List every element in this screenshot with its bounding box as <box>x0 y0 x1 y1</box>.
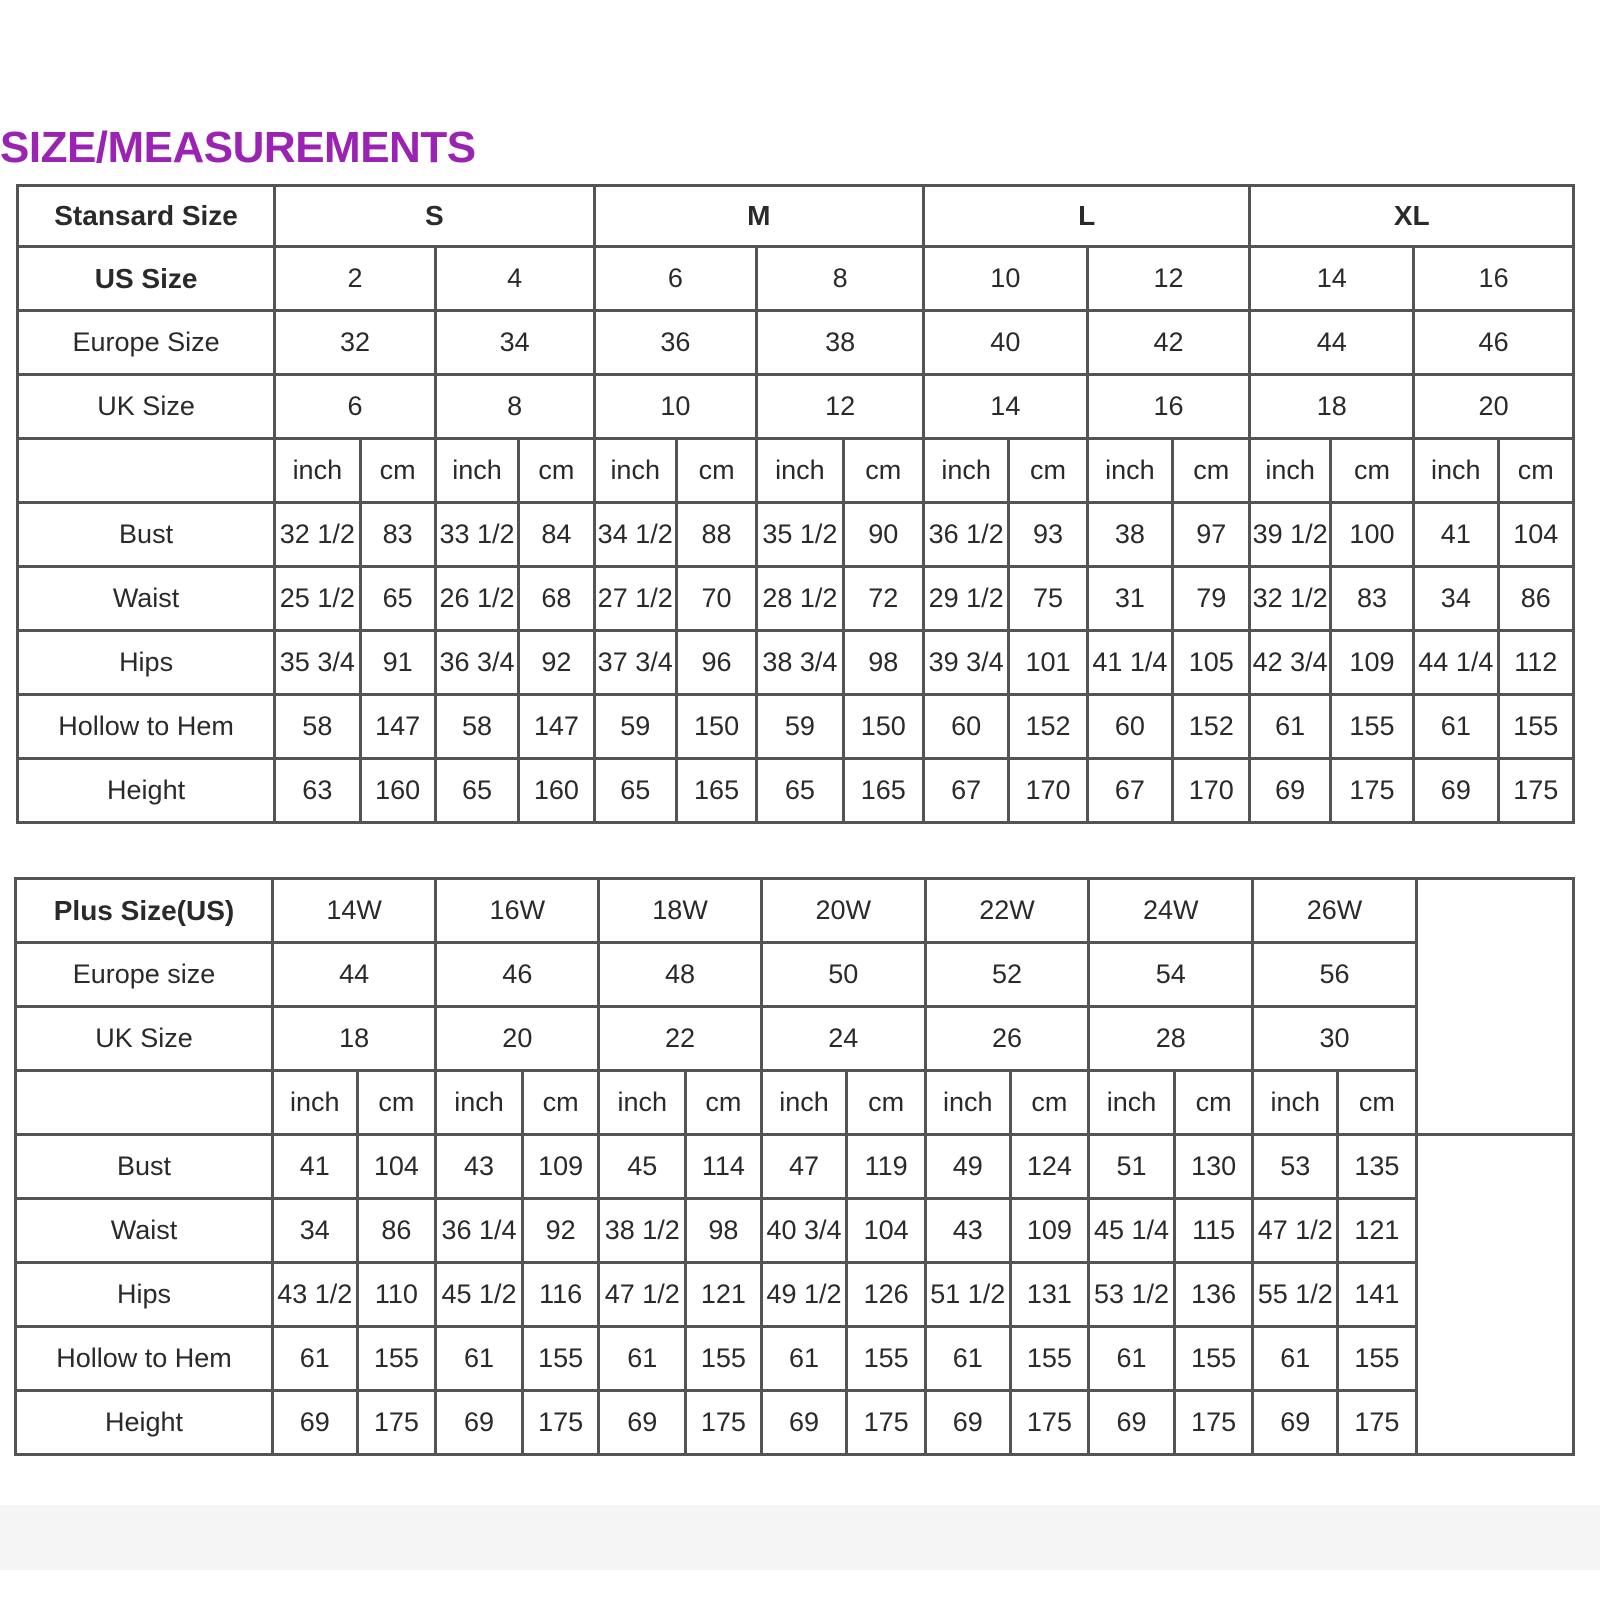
measurement-inch-cell: 69 <box>1253 1391 1338 1455</box>
measurement-inch-cell: 65 <box>757 759 843 823</box>
us-size-row <box>18 247 1574 311</box>
measurement-cm-cell: 109 <box>1330 631 1413 695</box>
measurement-inch-cell: 44 1/4 <box>1414 631 1498 695</box>
measurement-inch-cell: 61 <box>1253 1327 1338 1391</box>
measurement-inch-cell: 36 1/2 <box>923 503 1008 567</box>
measurement-inch-cell: 65 <box>435 759 518 823</box>
plus-europe-cell: 52 <box>925 943 1088 1007</box>
unit-cm: cm <box>686 1071 762 1135</box>
measurement-row-hips <box>18 631 1574 695</box>
plus-size-cell: 24W <box>1089 879 1253 943</box>
measurement-cm-cell: 155 <box>686 1327 762 1391</box>
measurement-cm-cell: 147 <box>360 695 435 759</box>
europe-size-cell: 34 <box>435 311 594 375</box>
measurement-row-bust <box>18 503 1574 567</box>
europe-size-label: Europe Size <box>18 311 275 375</box>
measurement-cm-cell: 114 <box>686 1135 762 1199</box>
unit-inch: inch <box>1414 439 1498 503</box>
measurement-inch-cell: 58 <box>275 695 360 759</box>
measurement-cm-cell: 72 <box>843 567 923 631</box>
us-size-cell: 16 <box>1414 247 1574 311</box>
unit-cm: cm <box>1338 1071 1417 1135</box>
unit-inch: inch <box>435 439 518 503</box>
measurement-inch-cell: 36 3/4 <box>435 631 518 695</box>
uk-size-cell: 8 <box>435 375 594 439</box>
measurement-cm-cell: 121 <box>686 1263 762 1327</box>
measurement-cm-cell: 109 <box>1010 1199 1089 1263</box>
measurement-inch-cell: 60 <box>1087 695 1172 759</box>
measurement-cm-cell: 105 <box>1173 631 1250 695</box>
measurement-inch-cell: 43 <box>925 1199 1010 1263</box>
unit-cm: cm <box>1173 439 1250 503</box>
unit-row-blank <box>16 1071 273 1135</box>
plus-uk-cell: 28 <box>1089 1007 1253 1071</box>
measurement-row-bust <box>16 1135 1574 1199</box>
plus-uk-cell: 30 <box>1253 1007 1416 1071</box>
plus-europe-cell: 46 <box>436 943 599 1007</box>
uk-size-cell: 10 <box>594 375 757 439</box>
measurement-inch-cell: 63 <box>275 759 360 823</box>
measurement-label: Waist <box>16 1199 273 1263</box>
measurement-cm-cell: 104 <box>847 1199 926 1263</box>
measurement-inch-cell: 59 <box>757 695 843 759</box>
standard-measurement-rows <box>18 503 1574 823</box>
measurement-inch-cell: 69 <box>436 1391 523 1455</box>
unit-inch: inch <box>925 1071 1010 1135</box>
measurement-cm-cell: 116 <box>522 1263 599 1327</box>
unit-cm: cm <box>519 439 594 503</box>
unit-inch: inch <box>1087 439 1172 503</box>
plus-uk-cell: 18 <box>272 1007 435 1071</box>
measurement-inch-cell: 61 <box>272 1327 357 1391</box>
measurement-inch-cell: 69 <box>761 1391 847 1455</box>
measurement-cm-cell: 136 <box>1174 1263 1253 1327</box>
plus-uk-cell: 22 <box>599 1007 761 1071</box>
plus-uk-cell: 20 <box>436 1007 599 1071</box>
measurement-cm-cell: 70 <box>676 567 756 631</box>
measurement-cm-cell: 170 <box>1173 759 1250 823</box>
measurement-cm-cell: 155 <box>1174 1327 1253 1391</box>
unit-inch: inch <box>599 1071 686 1135</box>
measurement-cm-cell: 160 <box>519 759 594 823</box>
unit-cm: cm <box>522 1071 599 1135</box>
measurement-inch-cell: 38 1/2 <box>599 1199 686 1263</box>
measurement-row-hollow-to-hem <box>18 695 1574 759</box>
measurement-row-height <box>18 759 1574 823</box>
measurement-cm-cell: 79 <box>1173 567 1250 631</box>
standard-size-label: Stansard Size <box>18 186 275 247</box>
measurement-inch-cell: 49 <box>925 1135 1010 1199</box>
empty-column <box>1416 879 1573 1135</box>
us-size-cell: 14 <box>1250 247 1414 311</box>
measurement-inch-cell: 61 <box>761 1327 847 1391</box>
page-title: SIZE/MEASUREMENTS <box>0 123 476 172</box>
measurement-cm-cell: 75 <box>1009 567 1087 631</box>
measurement-row-hips <box>16 1263 1574 1327</box>
measurement-inch-cell: 61 <box>436 1327 523 1391</box>
measurement-cm-cell: 92 <box>522 1199 599 1263</box>
unit-inch: inch <box>923 439 1008 503</box>
uk-size-cell: 6 <box>275 375 436 439</box>
uk-size-label: UK Size <box>18 375 275 439</box>
measurement-label: Hips <box>18 631 275 695</box>
measurement-inch-cell: 69 <box>925 1391 1010 1455</box>
measurement-cm-cell: 104 <box>357 1135 436 1199</box>
plus-uk-cell: 24 <box>761 1007 925 1071</box>
us-size-label: US Size <box>18 247 275 311</box>
measurement-cm-cell: 119 <box>847 1135 926 1199</box>
plus-measurement-rows <box>16 1135 1574 1455</box>
measurement-cm-cell: 175 <box>522 1391 599 1455</box>
size-group-m: M <box>594 186 923 247</box>
measurement-cm-cell: 91 <box>360 631 435 695</box>
measurement-inch-cell: 61 <box>1089 1327 1175 1391</box>
measurement-inch-cell: 32 1/2 <box>275 503 360 567</box>
unit-cm: cm <box>1330 439 1413 503</box>
measurement-inch-cell: 67 <box>1087 759 1172 823</box>
us-size-cell: 8 <box>757 247 924 311</box>
measurement-label: Bust <box>16 1135 273 1199</box>
measurement-inch-cell: 34 1/2 <box>594 503 676 567</box>
measurement-cm-cell: 124 <box>1010 1135 1089 1199</box>
plus-unit-row <box>16 1071 1574 1135</box>
measurement-cm-cell: 175 <box>686 1391 762 1455</box>
measurement-inch-cell: 69 <box>1250 759 1330 823</box>
measurement-cm-cell: 131 <box>1010 1263 1089 1327</box>
measurement-cm-cell: 175 <box>357 1391 436 1455</box>
us-size-cell: 4 <box>435 247 594 311</box>
measurement-cm-cell: 147 <box>519 695 594 759</box>
measurement-cm-cell: 86 <box>357 1199 436 1263</box>
measurement-cm-cell: 112 <box>1498 631 1574 695</box>
measurement-inch-cell: 41 1/4 <box>1087 631 1172 695</box>
plus-size-cell: 18W <box>599 879 761 943</box>
measurement-cm-cell: 90 <box>843 503 923 567</box>
unit-cm: cm <box>360 439 435 503</box>
uk-size-cell: 20 <box>1414 375 1574 439</box>
measurement-cm-cell: 92 <box>519 631 594 695</box>
measurement-inch-cell: 58 <box>435 695 518 759</box>
europe-size-cell: 36 <box>594 311 757 375</box>
measurement-row-hollow-to-hem <box>16 1327 1574 1391</box>
measurement-inch-cell: 42 3/4 <box>1250 631 1330 695</box>
measurement-inch-cell: 45 1/2 <box>436 1263 523 1327</box>
footer-band <box>0 1505 1600 1570</box>
us-size-cell: 10 <box>923 247 1087 311</box>
measurement-inch-cell: 40 3/4 <box>761 1199 847 1263</box>
unit-cm: cm <box>1009 439 1087 503</box>
measurement-inch-cell: 41 <box>272 1135 357 1199</box>
measurement-inch-cell: 25 1/2 <box>275 567 360 631</box>
europe-size-cell: 44 <box>1250 311 1414 375</box>
unit-cm: cm <box>843 439 923 503</box>
measurement-cm-cell: 165 <box>676 759 756 823</box>
measurement-cm-cell: 152 <box>1173 695 1250 759</box>
measurement-inch-cell: 47 <box>761 1135 847 1199</box>
unit-inch: inch <box>275 439 360 503</box>
measurement-inch-cell: 61 <box>599 1327 686 1391</box>
measurement-label: Hollow to Hem <box>16 1327 273 1391</box>
measurement-inch-cell: 60 <box>923 695 1008 759</box>
measurement-inch-cell: 69 <box>599 1391 686 1455</box>
measurement-inch-cell: 47 1/2 <box>599 1263 686 1327</box>
unit-row-blank <box>18 439 275 503</box>
measurement-cm-cell: 135 <box>1338 1135 1417 1199</box>
plus-size-cell: 14W <box>272 879 435 943</box>
measurement-cm-cell: 175 <box>847 1391 926 1455</box>
measurement-inch-cell: 53 <box>1253 1135 1338 1199</box>
uk-size-cell: 12 <box>757 375 924 439</box>
measurement-inch-cell: 69 <box>1414 759 1498 823</box>
measurement-row-waist <box>18 567 1574 631</box>
measurement-cm-cell: 175 <box>1330 759 1413 823</box>
measurement-cm-cell: 160 <box>360 759 435 823</box>
measurement-cm-cell: 126 <box>847 1263 926 1327</box>
unit-inch: inch <box>1253 1071 1338 1135</box>
measurement-label: Hips <box>16 1263 273 1327</box>
measurement-cm-cell: 104 <box>1498 503 1574 567</box>
measurement-cm-cell: 175 <box>1338 1391 1417 1455</box>
measurement-row-waist <box>16 1199 1574 1263</box>
unit-inch: inch <box>757 439 843 503</box>
measurement-inch-cell: 49 1/2 <box>761 1263 847 1327</box>
unit-inch: inch <box>1250 439 1330 503</box>
europe-size-cell: 38 <box>757 311 924 375</box>
size-group-s: S <box>275 186 594 247</box>
measurement-cm-cell: 115 <box>1174 1199 1253 1263</box>
europe-size-cell: 40 <box>923 311 1087 375</box>
plus-europe-label: Europe size <box>16 943 273 1007</box>
plus-europe-cell: 50 <box>761 943 925 1007</box>
measurement-cm-cell: 155 <box>522 1327 599 1391</box>
standard-size-table <box>16 184 1575 824</box>
plus-size-cell: 20W <box>761 879 925 943</box>
measurement-label: Height <box>18 759 275 823</box>
measurement-inch-cell: 61 <box>925 1327 1010 1391</box>
measurement-inch-cell: 51 1/2 <box>925 1263 1010 1327</box>
us-size-cell: 12 <box>1087 247 1250 311</box>
measurement-cm-cell: 155 <box>1338 1327 1417 1391</box>
unit-cm: cm <box>1010 1071 1089 1135</box>
measurement-cm-cell: 83 <box>360 503 435 567</box>
measurement-cm-cell: 155 <box>1330 695 1413 759</box>
measurement-inch-cell: 55 1/2 <box>1253 1263 1338 1327</box>
measurement-cm-cell: 170 <box>1009 759 1087 823</box>
measurement-cm-cell: 141 <box>1338 1263 1417 1327</box>
measurement-inch-cell: 41 <box>1414 503 1498 567</box>
measurement-cm-cell: 110 <box>357 1263 436 1327</box>
size-group-row <box>18 186 1574 247</box>
uk-size-cell: 14 <box>923 375 1087 439</box>
measurement-cm-cell: 96 <box>676 631 756 695</box>
unit-cm: cm <box>1498 439 1574 503</box>
measurement-label: Hollow to Hem <box>18 695 275 759</box>
unit-row <box>18 439 1574 503</box>
measurement-inch-cell: 27 1/2 <box>594 567 676 631</box>
europe-size-cell: 32 <box>275 311 436 375</box>
plus-size-cell: 22W <box>925 879 1088 943</box>
plus-size-row <box>16 879 1574 943</box>
size-group-l: L <box>923 186 1249 247</box>
plus-uk-row <box>16 1007 1574 1071</box>
measurement-cm-cell: 65 <box>360 567 435 631</box>
measurement-cm-cell: 98 <box>843 631 923 695</box>
measurement-inch-cell: 43 <box>436 1135 523 1199</box>
measurement-inch-cell: 34 <box>272 1199 357 1263</box>
unit-inch: inch <box>272 1071 357 1135</box>
measurement-label: Waist <box>18 567 275 631</box>
europe-size-cell: 46 <box>1414 311 1574 375</box>
measurement-inch-cell: 51 <box>1089 1135 1175 1199</box>
measurement-inch-cell: 29 1/2 <box>923 567 1008 631</box>
uk-size-cell: 16 <box>1087 375 1250 439</box>
measurement-cm-cell: 155 <box>847 1327 926 1391</box>
europe-size-cell: 42 <box>1087 311 1250 375</box>
measurement-cm-cell: 175 <box>1498 759 1574 823</box>
measurement-label: Height <box>16 1391 273 1455</box>
size-group-xl: XL <box>1250 186 1574 247</box>
plus-size-label: Plus Size(US) <box>16 879 273 943</box>
measurement-inch-cell: 38 <box>1087 503 1172 567</box>
measurement-cm-cell: 130 <box>1174 1135 1253 1199</box>
measurement-inch-cell: 36 1/4 <box>436 1199 523 1263</box>
measurement-inch-cell: 38 3/4 <box>757 631 843 695</box>
measurement-cm-cell: 175 <box>1010 1391 1089 1455</box>
unit-cm: cm <box>676 439 756 503</box>
unit-cm: cm <box>847 1071 926 1135</box>
measurement-cm-cell: 83 <box>1330 567 1413 631</box>
measurement-inch-cell: 35 1/2 <box>757 503 843 567</box>
measurement-inch-cell: 53 1/2 <box>1089 1263 1175 1327</box>
measurement-label: Bust <box>18 503 275 567</box>
plus-europe-cell: 44 <box>272 943 435 1007</box>
unit-inch: inch <box>594 439 676 503</box>
plus-size-cell: 26W <box>1253 879 1416 943</box>
measurement-inch-cell: 45 1/4 <box>1089 1199 1175 1263</box>
measurement-cm-cell: 100 <box>1330 503 1413 567</box>
plus-europe-cell: 56 <box>1253 943 1416 1007</box>
measurement-inch-cell: 67 <box>923 759 1008 823</box>
measurement-inch-cell: 28 1/2 <box>757 567 843 631</box>
uk-size-row <box>18 375 1574 439</box>
unit-cm: cm <box>1174 1071 1253 1135</box>
measurement-inch-cell: 61 <box>1250 695 1330 759</box>
measurement-inch-cell: 35 3/4 <box>275 631 360 695</box>
measurement-cm-cell: 155 <box>357 1327 436 1391</box>
unit-cm: cm <box>357 1071 436 1135</box>
measurement-inch-cell: 65 <box>594 759 676 823</box>
measurement-cm-cell: 175 <box>1174 1391 1253 1455</box>
measurement-cm-cell: 155 <box>1010 1327 1089 1391</box>
us-size-cell: 6 <box>594 247 757 311</box>
measurement-cm-cell: 88 <box>676 503 756 567</box>
measurement-cm-cell: 121 <box>1338 1199 1417 1263</box>
measurement-cm-cell: 101 <box>1009 631 1087 695</box>
plus-europe-cell: 48 <box>599 943 761 1007</box>
measurement-inch-cell: 43 1/2 <box>272 1263 357 1327</box>
measurement-inch-cell: 61 <box>1414 695 1498 759</box>
measurement-row-height <box>16 1391 1574 1455</box>
uk-size-cell: 18 <box>1250 375 1414 439</box>
measurement-inch-cell: 69 <box>1089 1391 1175 1455</box>
measurement-inch-cell: 26 1/2 <box>435 567 518 631</box>
measurement-inch-cell: 32 1/2 <box>1250 567 1330 631</box>
measurement-inch-cell: 39 3/4 <box>923 631 1008 695</box>
measurement-cm-cell: 165 <box>843 759 923 823</box>
unit-inch: inch <box>761 1071 847 1135</box>
measurement-cm-cell: 97 <box>1173 503 1250 567</box>
plus-uk-label: UK Size <box>16 1007 273 1071</box>
measurement-cm-cell: 109 <box>522 1135 599 1199</box>
measurement-inch-cell: 47 1/2 <box>1253 1199 1338 1263</box>
measurement-cm-cell: 150 <box>843 695 923 759</box>
measurement-cm-cell: 68 <box>519 567 594 631</box>
plus-uk-cell: 26 <box>925 1007 1088 1071</box>
plus-europe-cell: 54 <box>1089 943 1253 1007</box>
measurement-cm-cell: 93 <box>1009 503 1087 567</box>
measurement-cm-cell: 152 <box>1009 695 1087 759</box>
measurement-cm-cell: 86 <box>1498 567 1574 631</box>
measurement-inch-cell: 37 3/4 <box>594 631 676 695</box>
measurement-inch-cell: 39 1/2 <box>1250 503 1330 567</box>
measurement-inch-cell: 45 <box>599 1135 686 1199</box>
measurement-inch-cell: 33 1/2 <box>435 503 518 567</box>
europe-size-row <box>18 311 1574 375</box>
measurement-cm-cell: 98 <box>686 1199 762 1263</box>
plus-europe-row <box>16 943 1574 1007</box>
unit-inch: inch <box>1089 1071 1175 1135</box>
measurement-inch-cell: 59 <box>594 695 676 759</box>
measurement-cm-cell: 84 <box>519 503 594 567</box>
unit-inch: inch <box>436 1071 523 1135</box>
us-size-cell: 2 <box>275 247 436 311</box>
measurement-cm-cell: 150 <box>676 695 756 759</box>
measurement-inch-cell: 31 <box>1087 567 1172 631</box>
plus-size-cell: 16W <box>436 879 599 943</box>
measurement-inch-cell: 69 <box>272 1391 357 1455</box>
plus-size-table <box>14 877 1575 1456</box>
measurement-inch-cell: 34 <box>1414 567 1498 631</box>
measurement-cm-cell: 155 <box>1498 695 1574 759</box>
